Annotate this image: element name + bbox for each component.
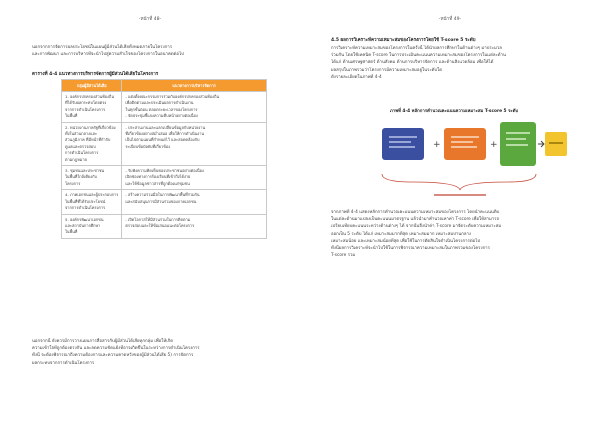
cell-line: - จัดประชุมชี้แจงความคืบหน้าอย่างต่อเนื่อง [125, 113, 198, 119]
cell-line: 3. ชุมชนและประชาชน [65, 168, 105, 174]
input-box-orange-text [451, 146, 477, 148]
cell-line: ในพื้นที่ใกล้เคียงกับ [65, 174, 97, 180]
input-box-green-text [506, 132, 530, 134]
text-line: เหมาะสมน้อย และเหมาะสมน้อยที่สุด เพื่อใช้ในการตัดสินใจดำเนินโครงการต่อไป [331, 238, 481, 244]
table-cell-group [62, 92, 122, 123]
text-line: ร่วมกัน โดยใช้เทคนิค T-score ในการประเมินคะแนนความเหมาะสมของโครงการในแต่ละด้าน [331, 53, 506, 59]
text-line: นอกจากนี้ ยังควรมีการวางแผนการสื่อสารกับผู้มีส่วนได้เสียทุกกลุ่ม เพื่อให้เกิด [32, 339, 174, 344]
input-box-green-text [506, 144, 528, 146]
text-line: จากภาพที่ 4-4 แสดงหลักการคำนวณคะแนนความเหมาะสมของโครงการ โดยนำคะแนนดิบ [331, 210, 500, 215]
cell-line: การดำเนินโครงการ [65, 150, 99, 156]
cell-line: และสถาบันการศึกษา [65, 222, 101, 228]
cell-line: เป็นไปตามแผนที่กำหนดไว้ และสอดคล้องกับ [125, 137, 200, 143]
table-header-group: กลุ่มผู้มีส่วนได้เสีย [62, 80, 122, 92]
table-cell-actions [122, 92, 267, 123]
table-row [62, 166, 267, 190]
input-box-orange-text [451, 136, 479, 138]
cell-line: 5. องค์กรพัฒนาเอกชน [65, 216, 104, 222]
table-row [62, 122, 267, 165]
text-line: ออกเป็น 5 ระดับ ได้แก่ เหมาะสมมากที่สุด เหมาะสมมาก เหมาะสมปานกลาง [331, 231, 471, 237]
table-row [62, 190, 267, 214]
cell-line: ในทุกขั้นตอน ตลอดระยะเวลาของโครงการ [125, 106, 198, 112]
text-line: ผลสรุปในภาพรวมว่าโครงการมีความเหมาะสมอยู่ในระดับใด [331, 67, 443, 73]
cell-line: - เปิดโอกาสให้มีส่วนร่วมในการติดตาม [125, 216, 191, 222]
input-box-orange-text [451, 141, 473, 143]
cell-line: 4. ภาคเอกชนและผู้ประกอบการ [65, 192, 119, 198]
cell-line: ในพื้นที่ [65, 229, 78, 235]
table-cell-group [62, 190, 122, 214]
text-line: และการพัฒนา และการบริหารที่จะนำไปสู่ความสำเร็จของโครงการในอนาคตต่อไป [32, 52, 184, 58]
table-header-actions: แนวทางการบริหารจัดการ [122, 80, 267, 92]
input-box-blue-text [389, 141, 411, 143]
cell-line: 2. หน่วยงานภาครัฐที่เกี่ยวข้อง [65, 124, 116, 130]
input-box-orange [444, 128, 486, 160]
table-cell-actions [122, 190, 267, 214]
cell-line: ทั้งในส่วนกลางและ [65, 131, 98, 137]
text-line: ความเข้าใจที่ถูกต้องตรงกัน และลดความขัดแย้งที่อาจเกิดขึ้นในระหว่างการดำเนินโครงการ [32, 346, 200, 352]
cell-line: จากการดำเนินโครงการ [65, 106, 106, 112]
text-line: เปรียบเทียบคะแนนระหว่างด้านต่างๆ ได้ จากนั้นจึงนำค่า T-score มาจัดระดับความเหมาะสม [331, 224, 502, 230]
cell-line: ที่ได้รับผลกระทบโดยตรง [65, 100, 107, 106]
cell-line: ระเบียบข้อบังคับที่เกี่ยวข้อง [125, 143, 171, 149]
cell-line: ตามกฎหมาย [65, 156, 87, 162]
stakeholder-table [61, 79, 267, 239]
right-after-paragraph [331, 209, 571, 259]
tscore-diagram [372, 114, 568, 204]
cell-line: ดูแลและตรวจสอบ [65, 143, 96, 149]
input-box-blue [382, 128, 424, 160]
section-heading: 4.5 ผลการวิเคราะห์ความเหมาะสมของโครงการโดยใช้ T-score 5 ระดับ [331, 38, 476, 43]
cell-line: เปิดช่องทางการร้องเรียนที่เข้าถึงได้ง่าย [125, 174, 191, 180]
input-box-blue-text [389, 136, 417, 138]
text-line: T-score รวม [331, 253, 356, 259]
brace-bracket [382, 174, 536, 190]
cell-line: - แต่งตั้งคณะกรรมการร่วมกับองค์กรปกครองส่วนท้องถิ่น [125, 94, 220, 99]
brace-label-line [434, 194, 486, 196]
cell-line: จากการดำเนินโครงการ [65, 205, 106, 211]
text-line: ทั้งนี้ จะต้องพิจารณาถึงความต้องการและความคาดหวังของผู้มีส่วนได้เสีย 5) การจัดการ [32, 353, 194, 359]
cell-line: และให้ข้อมูลข่าวสารที่ถูกต้องแก่ชุมชน [125, 180, 190, 186]
cell-line: 1. องค์กรปกครองส่วนท้องถิ่น [65, 94, 115, 99]
input-box-blue-text [389, 146, 415, 148]
text-line: นอกจากการจัดการผลประโยชน์ในแผนผู้มีส่วนได้เสียทั้งหมดภายในโครงการ [32, 45, 173, 50]
cell-line: ในพื้นที่ที่ได้รับประโยชน์ [65, 198, 106, 204]
table-cell-actions [122, 122, 267, 165]
cell-line: ส่วนภูมิภาค ที่มีหน้าที่กำกับ [65, 137, 111, 143]
left-closing-paragraph [32, 338, 268, 367]
arrow-icon [538, 141, 544, 147]
plus-icon: + [490, 140, 498, 150]
text-line: ในแต่ละด้านมาแปลงเป็นคะแนนมาตรฐาน แล้วนำมาคำนวณหาค่า T-score เพื่อให้สามารถ [331, 217, 500, 223]
cell-line: - ประสานงานและแลกเปลี่ยนข้อมูลกับหน่วยงาน [125, 124, 206, 130]
figure-title: ภาพที่ 4-4 หลักการคำนวณคะแนนความเหมาะสม T-score 5 ระดับ [390, 109, 519, 114]
right-section-paragraph [331, 45, 571, 81]
table-cell-actions [122, 166, 267, 190]
text-line: ทั้งนี้ผลการวิเคราะห์จะนำไปใช้ในการพิจารณาความเหมาะสมในภาพรวมของโครงการ [331, 246, 490, 252]
cell-line: - สร้างความร่วมมือในการพัฒนาพื้นที่ร่วมกัน [125, 192, 200, 198]
text-line: ดังรายละเอียดในภาพที่ 4-4 [331, 74, 382, 80]
text-line: การวิเคราะห์ความเหมาะสมของโครงการในครั้งนี้ ได้นำผลการศึกษาในด้านต่างๆ มาประมวล [331, 46, 502, 51]
cell-line: และสนับสนุนการมีส่วนร่วมของภาคเอกชน [125, 198, 197, 204]
cell-line: ในพื้นที่ [65, 113, 78, 119]
table-row [62, 214, 267, 238]
table-row [62, 92, 267, 123]
table-title: ตารางที่ 4-4 แนวทางการบริหารจัดการผู้มีส่วนได้เสียในโครงการ [32, 72, 159, 77]
table-cell-group [62, 166, 122, 190]
right-page-number: -หน้าที่ 49- [438, 17, 462, 22]
input-box-green-text [506, 138, 526, 140]
text-line: ได้แก่ ด้านเศรษฐศาสตร์ ด้านสังคม ด้านการบริหารจัดการ และด้านสิ่งแวดล้อม เพื่อให้ได้ [331, 60, 494, 66]
cell-line: โครงการ [65, 180, 81, 186]
table-cell-group [62, 122, 122, 165]
cell-line: ตรวจสอบและให้ข้อเสนอแนะต่อโครงการ [125, 222, 195, 228]
table-header-row [62, 80, 267, 92]
result-box-text [549, 142, 563, 144]
table-cell-actions [122, 214, 267, 238]
left-intro-paragraph [32, 44, 268, 58]
plus-icon: + [433, 140, 441, 150]
cell-line: - รับฟังความคิดเห็นของประชาชนอย่างต่อเนื่อง [125, 168, 204, 174]
cell-line: เพื่อติดตามและประเมินผลการดำเนินงาน [125, 100, 194, 106]
left-page-number: -หน้าที่ 48- [138, 17, 162, 22]
cell-line: ที่เกี่ยวข้องอย่างสม่ำเสมอ เพื่อให้การดำเนินงาน [125, 131, 205, 137]
text-line: ผลกระทบจากการดำเนินโครงการ [32, 360, 95, 366]
table-cell-group [62, 214, 122, 238]
